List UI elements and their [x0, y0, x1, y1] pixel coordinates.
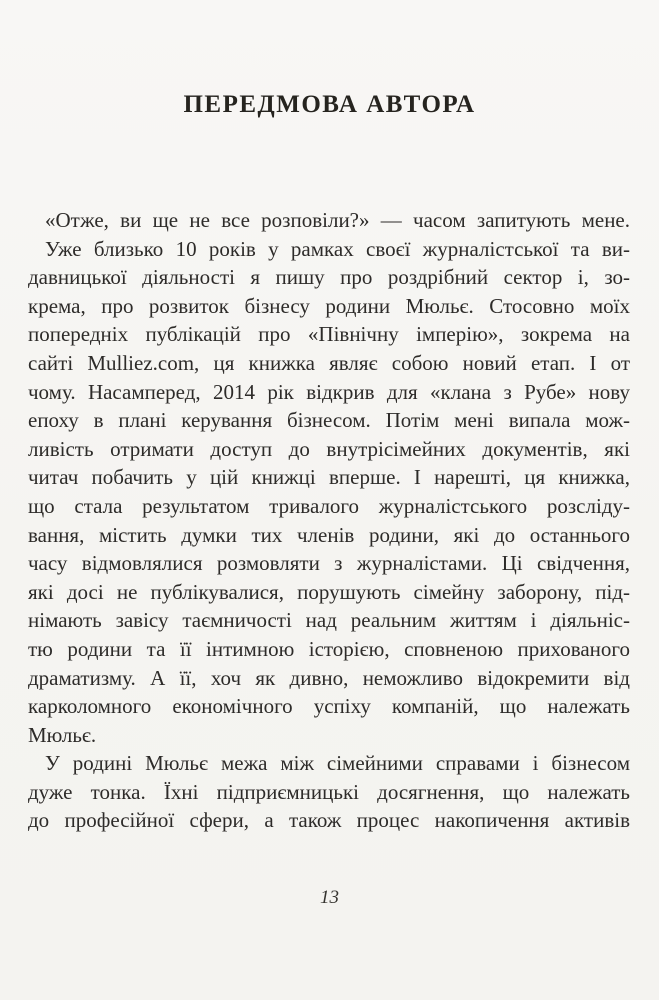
text-line: давницької діяльності я пишу про роздрібний сектор і, зо-	[28, 265, 630, 290]
text-line: Мюльє.	[28, 722, 97, 747]
text-line: сайті Mulliez.com, ця книжка являє собою новий етап. І от	[28, 350, 630, 375]
text-line: драматизму. А її, хоч як дивно, неможливо відокремити від	[28, 665, 630, 690]
text-line: «Отже, ви ще не все розповіли?» — часом запитують мене.	[45, 208, 630, 232]
text-line: крема, про розвиток бізнесу родини Мюльє. Стосовно моїх	[28, 293, 630, 318]
text-line: дуже тонка. Їхні підприємницькі досягнення, що належать	[28, 779, 630, 804]
text-line: ливість отримати доступ до внутрісімейних документів, які	[28, 436, 630, 461]
text-line: попередніх публікацій про «Північну імперію», зокрема на	[28, 322, 630, 347]
text-line: Уже близько 10 років у рамках своєї журналістської та ви-	[45, 236, 630, 261]
text-line: до професійної сфери, а також процес накопичення активів	[28, 808, 630, 833]
text-line: тю родини та її інтимною історією, сповненою прихованого	[28, 636, 630, 661]
text-line: У родині Мюльє межа між сімейними справами і бізнесом	[45, 751, 630, 776]
text-line: карколомного економічного успіху компаній, що належать	[28, 694, 630, 719]
text-line: німають завісу таємничості над реальним життям і діяльніс-	[28, 608, 630, 633]
text-line: часу відмовлялися розмовляти з журналістами. Ці свідчення,	[28, 551, 630, 576]
chapter-title: ПЕРЕДМОВА АВТОРА	[183, 91, 476, 118]
text-line: епоху в плані керування бізнесом. Потім мені випала мож-	[28, 408, 630, 433]
text-line: які досі не публікувалися, порушують сімейну заборону, під-	[28, 579, 630, 604]
body-text	[28, 206, 630, 835]
text-line: чому. Насамперед, 2014 рік відкрив для «клана з Рубе» нову	[28, 379, 630, 404]
text-line: що стала результатом тривалого журналістського розсліду-	[28, 493, 630, 518]
text-line: читач побачить у цій книжці вперше. І нарешті, ця книжка,	[28, 465, 630, 490]
page-number: 13	[320, 887, 339, 908]
text-line: вання, містить думки тих членів родини, які до останнього	[28, 522, 630, 547]
